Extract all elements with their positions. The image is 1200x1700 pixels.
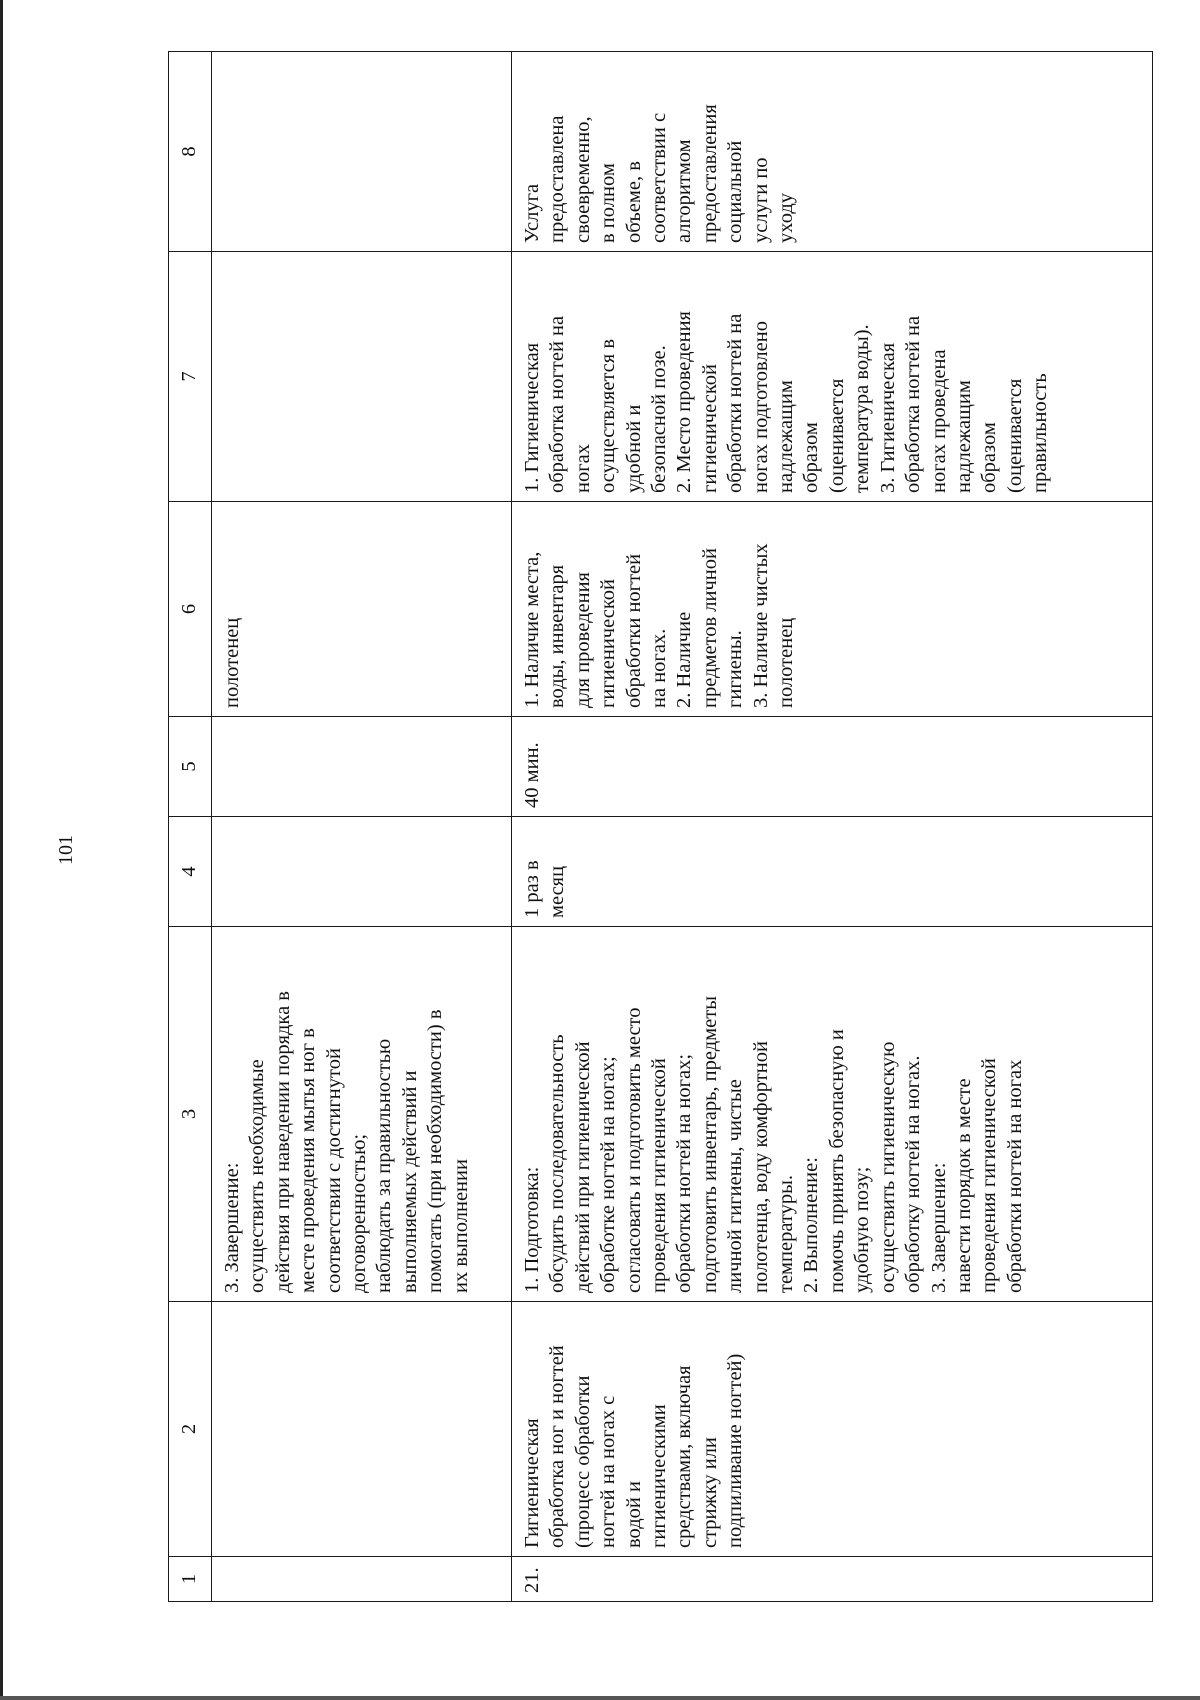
cell-line: 2. Наличие [673,611,696,708]
cell-line: личной гигиены, чистые [724,1079,747,1293]
cell-line: на ногах. [648,628,671,708]
cell-line: помогать (при необходимости) в [424,1009,447,1293]
header-row [169,52,212,1602]
cell-line: ногах [571,444,594,493]
cell-line: (оценивается [1003,378,1026,493]
cell-line: подготовить инвентарь, предметы [698,996,721,1293]
table-cell [512,717,1153,817]
table-body [212,52,1153,1602]
table-cell [212,1302,512,1557]
cell-line: обработка ног и ногтей [546,1345,569,1548]
cell-line: (процесс обработки [571,1375,594,1548]
cell-line: соответствии с достигнутой [322,1048,345,1293]
cell-line: безопасной позе. [648,345,671,493]
column-header: 8 [169,52,212,252]
table-cell [212,1557,512,1602]
column-header: 7 [169,252,212,502]
cell-line: обработка ногтей на [902,315,925,493]
table-cell [212,817,512,927]
scan-edge [0,0,3,1700]
cell-line: ногах проведена [927,349,950,493]
cell-line: обработки ногтей [622,553,645,708]
cell-line: полотенца, воду комфортной [749,1041,772,1293]
table-cell [512,817,1153,927]
cell-line: 40 мин. [521,742,543,808]
cell-line: гигиены. [724,630,747,708]
cell-text [520,825,571,918]
cell-line: осуществляется в [597,338,620,493]
table-cell [512,1557,1153,1602]
cell-line: 3. Гигиеническая [876,342,899,493]
cell-line: 1. Наличие места, [521,551,543,708]
cell-line: социальной [724,140,747,243]
cell-line: месте проведения мытья ног в [297,1028,320,1293]
column-header: 3 [169,927,212,1302]
cell-text [220,510,245,708]
table-cell [512,1302,1153,1557]
cell-line: удобную позу; [851,1166,874,1293]
cell-line: образом [800,422,823,493]
cell-line: своевременно, [571,116,594,243]
cell-line: ногах подготовлено [749,321,772,493]
table-cell [212,502,512,717]
cell-line: средствами, включая [673,1365,696,1548]
cell-line: гигиенической [698,364,721,493]
cell-line: осуществить необходимые [246,1059,269,1293]
cell-text [220,935,474,1293]
table-row [212,52,512,1602]
cell-line: температура воды). [851,324,874,493]
cell-line: действия при наведении порядка в [271,991,294,1293]
cell-line: стрижку или [698,1437,721,1548]
cell-line: обработки ногтей на [724,313,747,493]
cell-text [520,260,1054,493]
cell-line: обработки ногтей на ногах; [673,1053,696,1293]
table-row [512,52,1153,1602]
cell-line: обработка ногтей на [546,315,569,493]
cell-line: Гигиеническая [521,1418,543,1548]
cell-text [520,510,799,708]
cell-line: подпиливание ногтей) [724,1353,747,1548]
cell-line: проведения гигиенической [978,1058,1001,1293]
cell-line: навести порядок в месте [952,1078,975,1293]
cell-line: предметов личной [698,548,721,708]
cell-line: полотенец [221,617,243,708]
cell-line: температуры. [775,1174,798,1293]
cell-line: в полном [597,163,620,243]
cell-line: Услуга [521,183,543,243]
cell-line: месяц [546,865,569,918]
cell-line: 1. Гигиеническая [521,342,543,493]
table-cell [212,52,512,252]
cell-text [520,1565,545,1593]
page-number: 101 [55,835,77,865]
cell-line: 3. Наличие чистых [749,543,772,708]
table-cell [212,927,512,1302]
cell-line: обсудить последовательность [546,1034,569,1293]
cell-line: проведения гигиенической [648,1058,671,1293]
column-header: 4 [169,817,212,927]
column-header: 1 [169,1557,212,1602]
cell-line: (оценивается [825,378,848,493]
cell-line: 3. Завершение: [927,1162,950,1293]
table-cell [512,927,1153,1302]
cell-text [520,935,1028,1293]
cell-line: 3. Завершение: [221,1162,243,1293]
table-cell [512,252,1153,502]
cell-line: водой и [622,1481,645,1548]
cell-line: действий при гигиенической [571,1041,594,1293]
cell-line: ногтей на ногах с [597,1395,620,1548]
table-cell [212,717,512,817]
cell-line: для проведения [571,572,594,708]
cell-line: надлежащим [952,380,975,493]
scan-edge-bottom [0,1696,1200,1700]
cell-line: выполняемых действий и [398,1070,421,1293]
cell-line: предоставления [698,104,721,243]
cell-line: воды, инвентаря [546,564,569,708]
cell-line: правильность [1029,373,1052,493]
cell-line: предоставлена [546,115,569,243]
column-header: 5 [169,717,212,817]
table-cell [212,252,512,502]
cell-line: соответствии с [648,112,671,243]
cell-line: гигиенической [597,579,620,708]
cell-text [520,60,799,243]
cell-line: образом [978,422,1001,493]
cell-line: 2. Место проведения [673,311,696,493]
cell-line: согласовать и подготовить место [622,1007,645,1293]
cell-line: договоренностью; [348,1133,371,1293]
table-cell [512,502,1153,717]
cell-line: обработки ногтей на ногах [1003,1059,1026,1293]
cell-line: удобной и [622,404,645,493]
cell-line: 1. Подготовка: [521,1166,543,1293]
cell-line: обработке ногтей на ногах; [597,1056,620,1293]
rotated-table-frame [168,52,1153,1602]
cell-line: надлежащим [775,380,798,493]
table-cell [512,52,1153,252]
cell-line: гигиеническими [648,1404,671,1548]
cell-line: осуществить гигиеническую [876,1041,899,1293]
column-header: 2 [169,1302,212,1557]
cell-line: наблюдать за правильностью [373,1038,396,1293]
cell-line: 21. [521,1567,543,1593]
cell-line: обработку ногтей на ногах. [902,1055,925,1293]
column-header: 6 [169,502,212,717]
cell-line: полотенец [775,617,798,708]
cell-line: их выполнении [449,1159,472,1293]
cell-text [520,725,545,808]
cell-line: уходу [775,192,798,243]
cell-line: 2. Выполнение: [800,1157,823,1293]
cell-line: 1 раз в [521,860,543,918]
services-table [168,51,1153,1602]
cell-text [520,1310,749,1548]
cell-line: алгоритмом [673,139,696,243]
cell-line: услуги по [749,157,772,243]
cell-line: помочь принять безопасную и [825,1029,848,1293]
cell-line: объеме, в [622,161,645,243]
